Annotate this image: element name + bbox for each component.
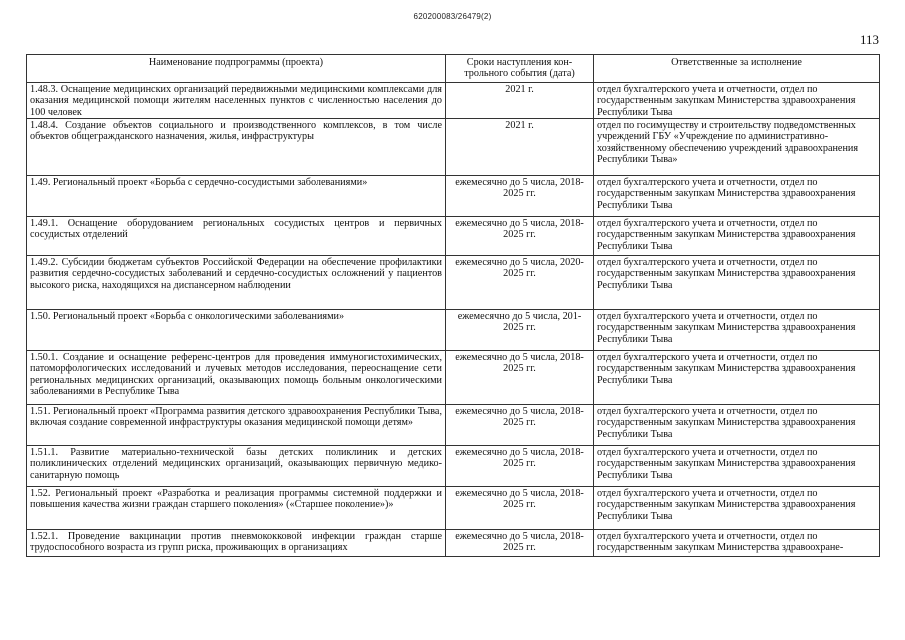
row-responsible: отдел бухгалтерского учета и отчетности, отдел по государственным закупкам Министерства здравоохранения Республики Тыва xyxy=(594,446,880,487)
row-deadline: ежемесячно до 5 числа, 2018-2025 гг. xyxy=(446,405,594,446)
row-name: 1.52. Региональный проект «Разработка и реализация программы системной поддержки и повышения качества жизни граждан старшего поколения» («Старшее поколение»)» xyxy=(27,487,446,530)
table-row xyxy=(27,119,880,176)
row-name: 1.48.3. Оснащение медицинских организаций передвижными медицинскими комплексами для оказания медицинской помощи жителям населенных пунктов с численностью населения до 100 человек xyxy=(27,82,446,118)
row-deadline: 2021 г. xyxy=(446,82,594,118)
header-name: Наименование подпрограммы (проекта) xyxy=(27,55,446,83)
table-row xyxy=(27,405,880,446)
row-deadline: ежемесячно до 5 числа, 2018-2025 гг. xyxy=(446,530,594,557)
page-number: 113 xyxy=(859,32,879,47)
row-responsible: отдел бухгалтерского учета и отчетности, отдел по государственным закупкам Министерства здравоохранения Республики Тыва xyxy=(594,82,880,118)
row-deadline: 2021 г. xyxy=(446,119,594,176)
table-row xyxy=(27,487,880,530)
row-deadline: ежемесячно до 5 числа, 2020-2025 гг. xyxy=(446,256,594,310)
row-name: 1.51.1. Развитие материально-технической базы детских поликлиник и детских поликлинических отделений медицинских организаций, оказывающих первичную медико-санитарную помощь xyxy=(27,446,446,487)
row-responsible: отдел бухгалтерского учета и отчетности, отдел по государственным закупкам Министерства здравоохранения Республики Тыва xyxy=(594,310,880,351)
row-responsible: отдел по госимуществу и строительству подведомственных учреждений ГБУ «Учреждение по административно-хозяйственному обеспечению учреждений здравоохранения Республики Тыва» xyxy=(594,119,880,176)
header-deadline: Сроки наступления кон-трольного события (дата) xyxy=(446,55,594,83)
row-responsible: отдел бухгалтерского учета и отчетности, отдел по государственным закупкам Министерства здравоохране- xyxy=(594,530,880,557)
row-deadline: ежемесячно до 5 числа, 2018-2025 гг. xyxy=(446,487,594,530)
table-row xyxy=(27,217,880,256)
table-row xyxy=(27,82,880,118)
table-row xyxy=(27,176,880,217)
table-row xyxy=(27,530,880,557)
table-header-row xyxy=(27,55,880,83)
document-id: 620200083/26479(2) xyxy=(413,12,492,21)
table-row xyxy=(27,256,880,310)
row-name: 1.48.4. Создание объектов социального и производственного комплексов, в том числе объектов общегражданского назначения, жилья, инфраструктуры xyxy=(27,119,446,176)
row-name: 1.52.1. Проведение вакцинации против пневмококковой инфекции граждан старше трудоспособного возраста из групп риска, проживающих в организациях xyxy=(27,530,446,557)
row-deadline: ежемесячно до 5 числа, 2018-2025 гг. xyxy=(446,176,594,217)
table-row xyxy=(27,446,880,487)
row-deadline: ежемесячно до 5 числа, 2018-2025 гг. xyxy=(446,351,594,405)
row-deadline: ежемесячно до 5 числа, 2018-2025 гг. xyxy=(446,446,594,487)
program-table xyxy=(26,54,880,557)
table-row xyxy=(27,351,880,405)
row-deadline: ежемесячно до 5 числа, 2018-2025 гг. xyxy=(446,217,594,256)
row-name: 1.51. Региональный проект «Программа развития детского здравоохранения Республики Тыва, включая создание современной инфраструктуры оказания медицинской помощи детям» xyxy=(27,405,446,446)
header-responsible: Ответственные за исполнение xyxy=(594,55,880,83)
row-deadline: ежемесячно до 5 числа, 201-2025 гг. xyxy=(446,310,594,351)
row-name: 1.49.2. Субсидии бюджетам субъектов Российской Федерации на обеспечение профилактики развития сердечно-сосудистых заболеваний и сердечно-сосудистых осложнений у пациентов высокого риска, находящихся на диспансерном наблюдении xyxy=(27,256,446,310)
row-responsible: отдел бухгалтерского учета и отчетности, отдел по государственным закупкам Министерства здравоохранения Республики Тыва xyxy=(594,176,880,217)
table-row xyxy=(27,310,880,351)
row-name: 1.49.1. Оснащение оборудованием региональных сосудистых центров и первичных сосудистых отделений xyxy=(27,217,446,256)
row-responsible: отдел бухгалтерского учета и отчетности, отдел по государственным закупкам Министерства здравоохранения Республики Тыва xyxy=(594,256,880,310)
row-name: 1.50.1. Создание и оснащение референс-центров для проведения иммуногистохимических, патоморфологических исследований и лучевых методов исследования, переоснащение сети региональных медицинских организаций, оказывающих помощь больным онкологическими заболеваниями в Республике Тыва xyxy=(27,351,446,405)
row-responsible: отдел бухгалтерского учета и отчетности, отдел по государственным закупкам Министерства здравоохранения Республики Тыва xyxy=(594,217,880,256)
row-name: 1.49. Региональный проект «Борьба с сердечно-сосудистыми заболеваниями» xyxy=(27,176,446,217)
row-responsible: отдел бухгалтерского учета и отчетности, отдел по государственным закупкам Министерства здравоохранения Республики Тыва xyxy=(594,487,880,530)
row-responsible: отдел бухгалтерского учета и отчетности, отдел по государственным закупкам Министерства здравоохранения Республики Тыва xyxy=(594,405,880,446)
row-name: 1.50. Региональный проект «Борьба с онкологическими заболеваниями» xyxy=(27,310,446,351)
row-responsible: отдел бухгалтерского учета и отчетности, отдел по государственным закупкам Министерства здравоохранения Республики Тыва xyxy=(594,351,880,405)
